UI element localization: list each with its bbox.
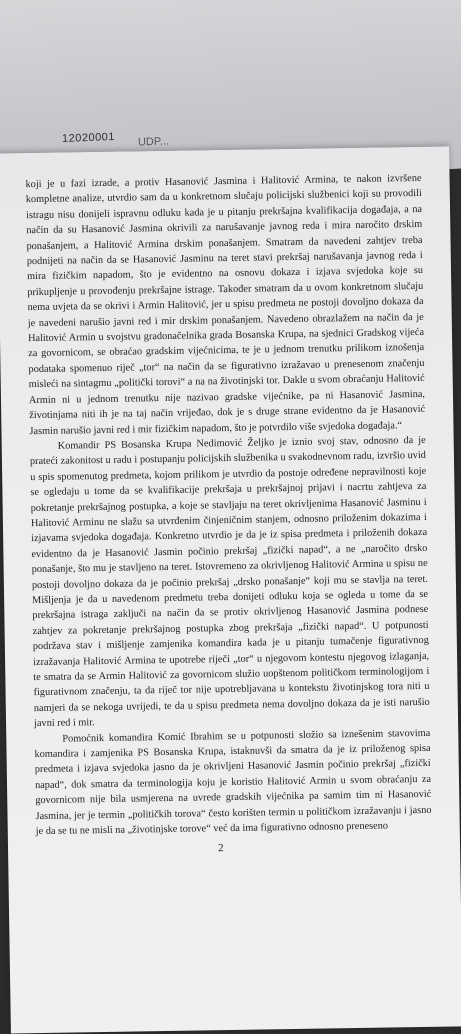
document-code: 12020001	[61, 131, 116, 145]
paragraph-3: Pomoćnik komandira Komić Ibrahim se u potpunosti složio sa iznešenim stavovima komandira i zamjenika PS Bosanska Krupa, istaknuvši da smatra da je iz priloženog spisa predmeta i izjava svjedoka jasno da je okrivljeni Hasanović Jasmin počinio prekršaj „fizički napad“, dok smatra da terminologija koju je koristio Halitović Armin u svom obraćanju za govornicom nije bila usmjerena na uvrede gradskih vijećnika pa samim tim ni Hasanović Jasmina, jer je termin „političkih torova“ često korišten termin u političkom izražavanju i jasno je da se tu ne misli na „životinjske torove“ već da ima figurativno odnosno preneseno	[34, 727, 432, 838]
page-body	[25, 171, 431, 840]
paragraph-2: Komandir PS Bosanska Krupa Nedimović Željko je iznio svoj stav, odnosno da je prateći zakonitost u radu i postupanju policijskih službenika u svakodnevnom radu, izvršio uvid u spis spomenutog predmeta, kojom prilikom je utvrdio da postoje određene nepravilnosti koje se ogledaju u tome da se kvalifikacije prekršaja u prekršajnoj prijavi i nacrtu zahtjeva za pokretanje prekršajnog postupka, a koje se stavljaju na teret okrivljenima Hasanović Jasminu i Halitović Arminu ne slažu sa utvrđenim činjeničnim stanjem, odnosno priloženim dokazima i izjavama svjedoka događaja. Konkretno utvrdio je da je iz spisa predmeta i priloženih dokaza evidentno da je Hasanović Jasmin počinio prekršaj „fizički napad“, a ne „naročito drsko ponašanje, što mu je stavljeno na teret. Istovremeno za okrivljenog Halitović Armina u spisu ne postoji dovoljno dokaza da je počinio prekršaj „drsko ponašanje“ koji mu se stavlja na teret. Mišljenja je da u navedenom predmetu treba donijeti odluku koja se ogleda u tome da se prekršajna istraga zaključi na način da se protiv okrivljenog Hasanović Jasmina podnese zahtjev za pokretanje prekršajnog postupka zbog prekršaja „fizički napad“. U potpunosti podržava stav i mišljenje zamjenika komandira kada je u pitanju tumačenje figurativnog izražavanja Halitović Armina te upotrebe riječi „tor“ u njegovom kontestu njegovog izlaganja, te smatra da se Armin Halitović za govornicom služio uopštenom političkom terminologijom i figurativnom značenju, ta da riječ tor nije upotrebljavana u kontekstu životinjskog tora niti u namjeri da se nekoga uvrijedi, te da u spisu predmeta nema dovoljno dokaza da je isti narušio javni red i mir.	[29, 434, 430, 730]
document-code-suffix: UDP...	[137, 135, 170, 149]
document-page	[0, 147, 461, 1034]
page-number: 2	[217, 842, 224, 855]
paragraph-1: koji je u fazi izrade, a protiv Hasanović Jasmina i Halitović Armina, te nakon izvršene kompletne analize, utvrdio sam da u konkretnom slučaju policijski službenici koji su provodili istragu nisu donijeli ispravnu odluku kada je u pitanju prekršajna kvalifikacija događaja, a na način da su Hasanović Jasmina okrivili za narušavanje javnog reda i mira naročito drskim ponašanjem, a Halitović Armina drskim ponašanjem. Smatram da navedeni zahtjev treba podnijeti na način da se Hasanović Jasminu na teret stavi prekršaj narušavanja javnog reda i mira fizičkim napadom, što je evidentno na osnovu dokaza i izjava svjedoka koje su prikupljenje u provođenju prekršajne istrage. Također smatram da u ovom konkretnom slučaju nema uvjeta da se okrivi i Armin Halitović, jer u spisu predmeta ne postoji dovoljno dokaza da je navedeni narušio javni red i mir drskim ponašanjem. Navedeno obrazlažem na način da je Halitović Armin u svojstvu gradonačelnika grada Bosanska Krupa, na sjednici Gradskog vijeća za govornicom, se obraćao gradskim vijećnicima, te je u jednom trenutku prilikom iznošenja podataka spomenuo riječ „tor“ na način da se figurativno izražavao u prenesenom značenju misleći na sintagmu „politički torovi“ a na na životinjski tor. Dakle u svom obraćanju Halitović Armin ni u jednom trenutku nije nazivao gradske vijećnike, pa ni Hasanović Jasmina, životinjama niti ih je na taj način vrijeđao, dok je s druge strane evidentno da je Hasanović Jasmin narušio javni red i mir fizičkim napadom, što je potvrdilo više svjedoka događaja.“	[25, 172, 426, 437]
